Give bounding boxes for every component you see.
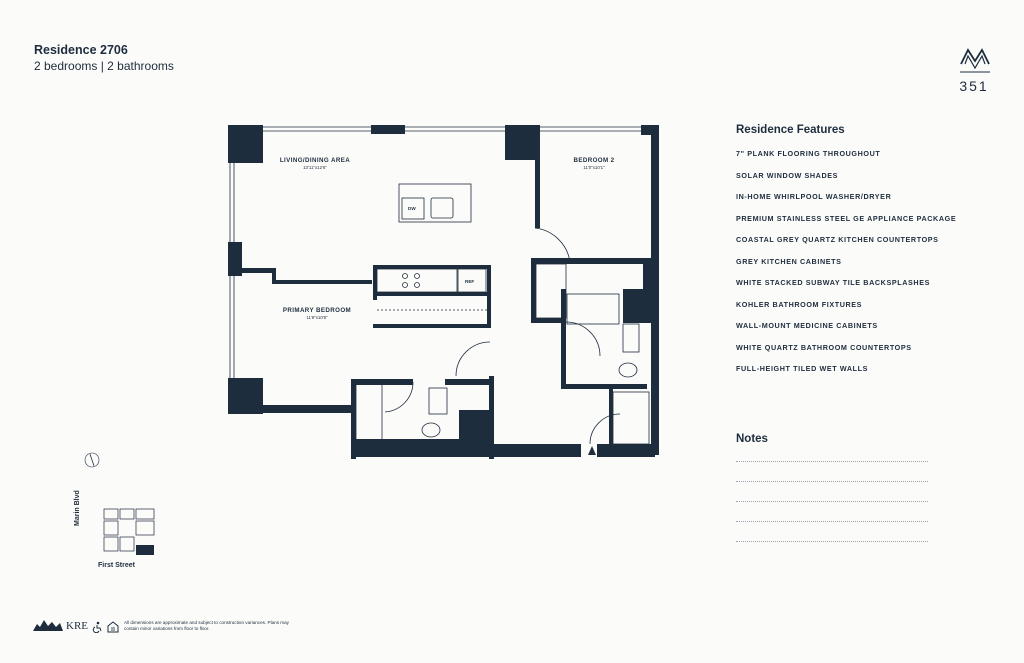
accessibility-icon: [92, 620, 104, 638]
feature-item: IN-HOME WHIRLPOOL WASHER/DRYER: [736, 192, 892, 201]
living-room-label: LIVING/DINING AREA: [279, 157, 351, 164]
feature-item: SOLAR WINDOW SHADES: [736, 170, 839, 180]
washer-dryer-label: W/D: [469, 424, 478, 429]
equal-housing-icon: [107, 620, 119, 638]
street-label-side: Marin Blvd: [74, 490, 81, 526]
primary-bedroom-label: PRIMARY BEDROOM: [282, 307, 352, 314]
note-line: [736, 461, 928, 462]
refrigerator-label: REF: [465, 279, 475, 284]
kre-logo: KRE: [66, 620, 88, 632]
bedroom2-label: BEDROOM 2: [573, 157, 615, 164]
footer-logos: [33, 618, 63, 634]
street-label-bottom: First Street: [98, 562, 135, 569]
skyline-logo-icon: [33, 618, 63, 632]
note-line: [736, 501, 928, 502]
residence-subtitle: 2 bedrooms | 2 bathrooms: [34, 59, 174, 73]
notes-heading: Notes: [736, 433, 768, 445]
features-list: [736, 149, 976, 386]
feature-item: WALL-MOUNT MEDICINE CABINETS: [736, 321, 878, 330]
feature-item: GREY KITCHEN CABINETS: [736, 256, 842, 266]
logo-text: 351: [959, 78, 989, 94]
feature-item: WHITE STACKED SUBWAY TILE BACKSPLASHES: [736, 278, 930, 287]
features-heading: Residence Features: [736, 124, 845, 136]
compass-icon: [82, 450, 102, 475]
disclaimer-text: All dimensions are approximate and subject to construction variances. Plans may contain minor variations from floor to floor.: [124, 620, 289, 631]
residence-title: Residence 2706: [34, 43, 128, 57]
feature-item: FULL-HEIGHT TILED WET WALLS: [736, 364, 868, 373]
feature-item: PREMIUM STAINLESS STEEL GE APPLIANCE PACKAGE: [736, 213, 957, 223]
bedroom2-dim: 11'0"x10'1": [583, 165, 605, 170]
entry-arrow-icon: [588, 446, 596, 455]
feature-item: 7" PLANK FLOORING THROUGHOUT: [736, 149, 881, 158]
primary-bedroom-dim: 11'8"x10'8": [306, 315, 328, 320]
feature-item: KOHLER BATHROOM FIXTURES: [736, 299, 863, 309]
key-plan: [80, 505, 160, 570]
floor-plan: [225, 122, 665, 467]
dishwasher-label: DW: [408, 206, 416, 211]
feature-item: COASTAL GREY QUARTZ KITCHEN COUNTERTOPS: [736, 235, 939, 244]
living-room-dim: 13'11"x12'6": [303, 165, 327, 170]
note-line: [736, 541, 928, 542]
feature-item: WHITE QUARTZ BATHROOM COUNTERTOPS: [736, 342, 912, 352]
note-line: [736, 521, 928, 522]
note-line: [736, 481, 928, 482]
